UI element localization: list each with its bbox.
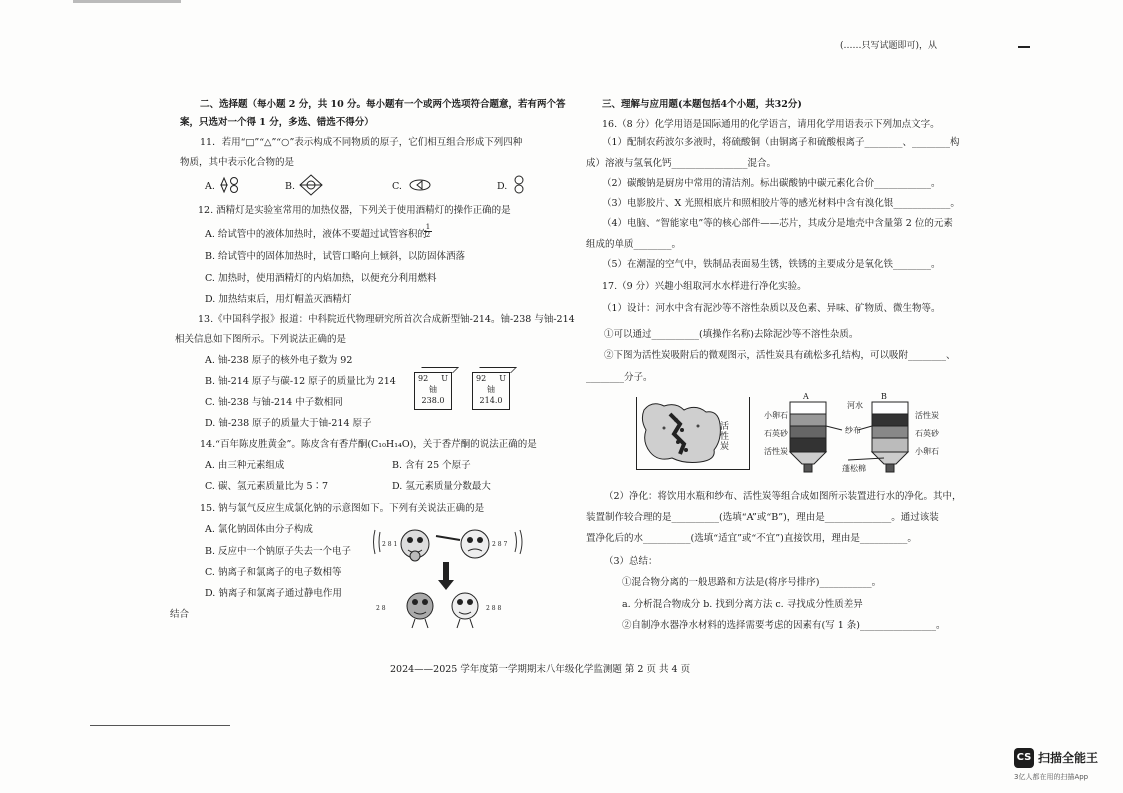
- q16-stem: 16.（8 分）化学用语是国际通用的化学语言，请用化学用语表示下列加点文字。: [602, 119, 940, 130]
- activated-carbon-label: 活性炭: [720, 422, 730, 452]
- q12-stem: 12. 酒精灯是实验室常用的加热仪器，下列关于使用酒精灯的操作正确的是: [198, 205, 511, 216]
- q17-part1: （1）设计：河水中含有泥沙等不溶性杂质以及色素、异味、矿物质、微生物等。: [602, 303, 941, 314]
- device-b-label: B: [881, 392, 887, 401]
- q12-option-b: B. 给试管中的固体加热时，试管口略向上倾斜，以防固体洒落: [205, 251, 466, 262]
- q11-option-b-molecule: [298, 173, 324, 197]
- q15-stem: 15. 钠与氯气反应生成氯化钠的示意图如下。下列有关说法正确的是: [200, 503, 485, 514]
- device-a-label: A: [803, 392, 809, 401]
- carbon-label-b: 活性炭: [915, 411, 939, 420]
- q17-part3: （3）总结：: [604, 556, 658, 567]
- quartz-label-a: 石英砂: [764, 429, 788, 438]
- camscanner-tagline: 3亿人都在用的扫描App: [1014, 773, 1089, 781]
- svg-text:2 8 7: 2 8 7: [492, 541, 508, 548]
- q17-part1-b: ②下图为活性炭吸附后的微观图示，活性炭具有疏松多孔结构，可以吸附________、: [604, 350, 956, 361]
- camscanner-logo-icon: CS: [1014, 748, 1034, 768]
- q16-part3: （3）电影胶片、X 光照相底片和照相胶片等的感光材料中含有溴化银____________。: [602, 198, 960, 209]
- q12-option-a: A. 给试管中的液体加热时，液体不要超过试管容积的: [205, 229, 427, 240]
- q11-option-c-label: C.: [392, 181, 402, 192]
- q11-line1: 11．若用“□”“△”“○”表示构成不同物质的原子，它们相互组合形成下列四种: [200, 137, 523, 148]
- q17-stem: 17.（9 分）兴趣小组取河水水样进行净化实验。: [602, 281, 807, 292]
- pebble-label-b: 小卵石: [915, 447, 939, 456]
- q13-line2: 相关信息如下图所示。下列说法正确的是: [175, 334, 347, 345]
- camscanner-name: 扫描全能王: [1038, 751, 1099, 765]
- section2-title: 二、选择题（每小题 2 分，共 10 分。每小题有一个或两个选项符合题意，若有两个答: [200, 99, 566, 110]
- q14-stem: 14.“百年陈皮胜黄金”。陈皮含有香芹酮(C₁₀H₁₄O)，关于香芹酮的说法正确的是: [200, 439, 537, 450]
- q11-line2: 物质，其中表示化合物的是: [180, 157, 295, 168]
- q15-option-d-cont: 结合: [170, 609, 190, 620]
- q17-part3-options: a. 分析混合物成分 b. 找到分离方法 c. 寻找成分性质差异: [622, 599, 863, 610]
- section2-title-2: 案，只选对一个得 1 分，多选、错选不得分）: [180, 117, 374, 128]
- q16-part1-line1: （1）配制农药波尔多液时，将硫酸铜（由铜离子和硫酸根离子________、________构: [602, 137, 960, 148]
- q17-part1-b-cont: ________分子。: [586, 372, 653, 383]
- q13-option-d: D. 铀-238 原子的质量大于铀-214 原子: [205, 418, 372, 429]
- uranium-238-cell: 92 U 铀 238.0: [414, 372, 452, 410]
- q11-option-c-molecule: [408, 178, 432, 192]
- q13-option-b: B. 铀-214 原子与碳-12 原子的质量比为 214: [205, 376, 396, 387]
- q14-option-d: D. 氢元素质量分数最大: [392, 481, 491, 492]
- q11-option-a-label: A.: [205, 181, 215, 192]
- section3-title: 三、理解与应用题(本题包括4个小题，共32分): [602, 99, 802, 110]
- q11-option-b-label: B.: [285, 181, 296, 192]
- river-water-label: 河水: [847, 401, 863, 410]
- header-fragment: (……只写试题即可)，从: [840, 41, 938, 51]
- q15-option-b: B. 反应中一个钠原子失去一个电子: [205, 546, 352, 557]
- page-footer: 2024——2025 学年度第一学期期末八年级化学监测题 第 2 页 共 4 页: [390, 664, 691, 675]
- q13-option-c: C. 铀-238 与铀-214 中子数相同: [205, 397, 343, 408]
- gauze-label: 纱布: [845, 426, 861, 435]
- q15-option-c: C. 钠离子和氯离子的电子数相等: [205, 567, 342, 578]
- sodium-chlorine-reaction-figure: [370, 522, 535, 630]
- q12-option-d: D. 加热结束后，用灯帽盖灭酒精灯: [205, 294, 352, 305]
- svg-text:2 8: 2 8: [376, 605, 386, 612]
- q16-part4-line1: （4）电脑、“智能家电”等的核心部件——芯片，其成分是地壳中含量第 2 位的元素: [602, 218, 953, 229]
- svg-text:2 8 8: 2 8 8: [486, 605, 502, 612]
- activated-carbon-micro-figure: [640, 398, 724, 466]
- q17-part3-a: ①混合物分离的一般思路和方法是(将序号排序)___________。: [622, 577, 882, 588]
- carbon-label-a: 活性炭: [764, 447, 788, 456]
- q11-option-d-molecule: [512, 174, 526, 196]
- q12-option-c: C. 加热时，使用酒精灯的内焰加热，以便充分利用燃料: [205, 273, 437, 284]
- q17-part3-b: ②自制净水器净水材料的选择需要考虑的因素有(写 1 条)________________。: [622, 620, 946, 631]
- q11-option-a-molecule: [219, 175, 243, 195]
- scan-bottom-line: [90, 725, 230, 726]
- q16-part1-line2: 成）溶液与氢氧化钙________________混合。: [586, 158, 777, 169]
- q14-option-b: B. 含有 25 个原子: [392, 460, 471, 471]
- q13-option-a: A. 铀-238 原子的核外电子数为 92: [205, 355, 353, 366]
- corner-mark: [1018, 46, 1030, 48]
- filter-devices-figure: [788, 396, 916, 476]
- q17-part2-line2: 装置制作较合理的是__________(选填“A”或“B”)，理由是______________。通过该装: [586, 512, 939, 523]
- q14-option-c: C. 碳、氢元素质量比为 5∶7: [205, 481, 329, 492]
- q16-part4-line2: 组成的单质________。: [586, 239, 682, 250]
- pebble-label-a: 小卵石: [764, 411, 788, 420]
- q15-option-d: D. 钠离子和氯离子通过静电作用: [205, 588, 342, 599]
- q12-fraction: 1 2: [425, 223, 431, 239]
- q14-option-a: A. 由三种元素组成: [205, 460, 285, 471]
- q16-part2: （2）碳酸钠是厨房中常用的清洁剂。标出碳酸钠中碳元素化合价____________。: [602, 178, 941, 189]
- q17-part2-line3: 置净化后的水__________(选填“适宜”或“不宜”)直接饮用，理由是__________。: [586, 533, 917, 544]
- scan-edge-mark: [73, 0, 181, 3]
- q17-part1-a: ①可以通过__________(填操作名称)去除泥沙等不溶性杂质。: [604, 329, 859, 340]
- q17-part2-line1: （2）净化：将饮用水瓶和纱布、活性炭等组合成如图所示装置进行水的净化。其中，: [604, 491, 962, 502]
- q15-option-a: A. 氯化钠固体由分子构成: [205, 524, 313, 535]
- cotton-label: 蓬松棉: [842, 464, 866, 473]
- q16-part5: （5）在潮湿的空气中，铁制品表面易生锈，铁锈的主要成分是氧化铁________。: [602, 259, 941, 270]
- uranium-214-cell: 92 U 铀 214.0: [472, 372, 510, 410]
- q13-line1: 13.《中国科学报》报道：中科院近代物理研究所首次合成新型铀-214。铀-238 与铀-214: [198, 314, 575, 325]
- q11-option-d-label: D.: [497, 181, 508, 192]
- svg-text:2 8 1: 2 8 1: [382, 541, 398, 548]
- quartz-label-b: 石英砂: [915, 429, 939, 438]
